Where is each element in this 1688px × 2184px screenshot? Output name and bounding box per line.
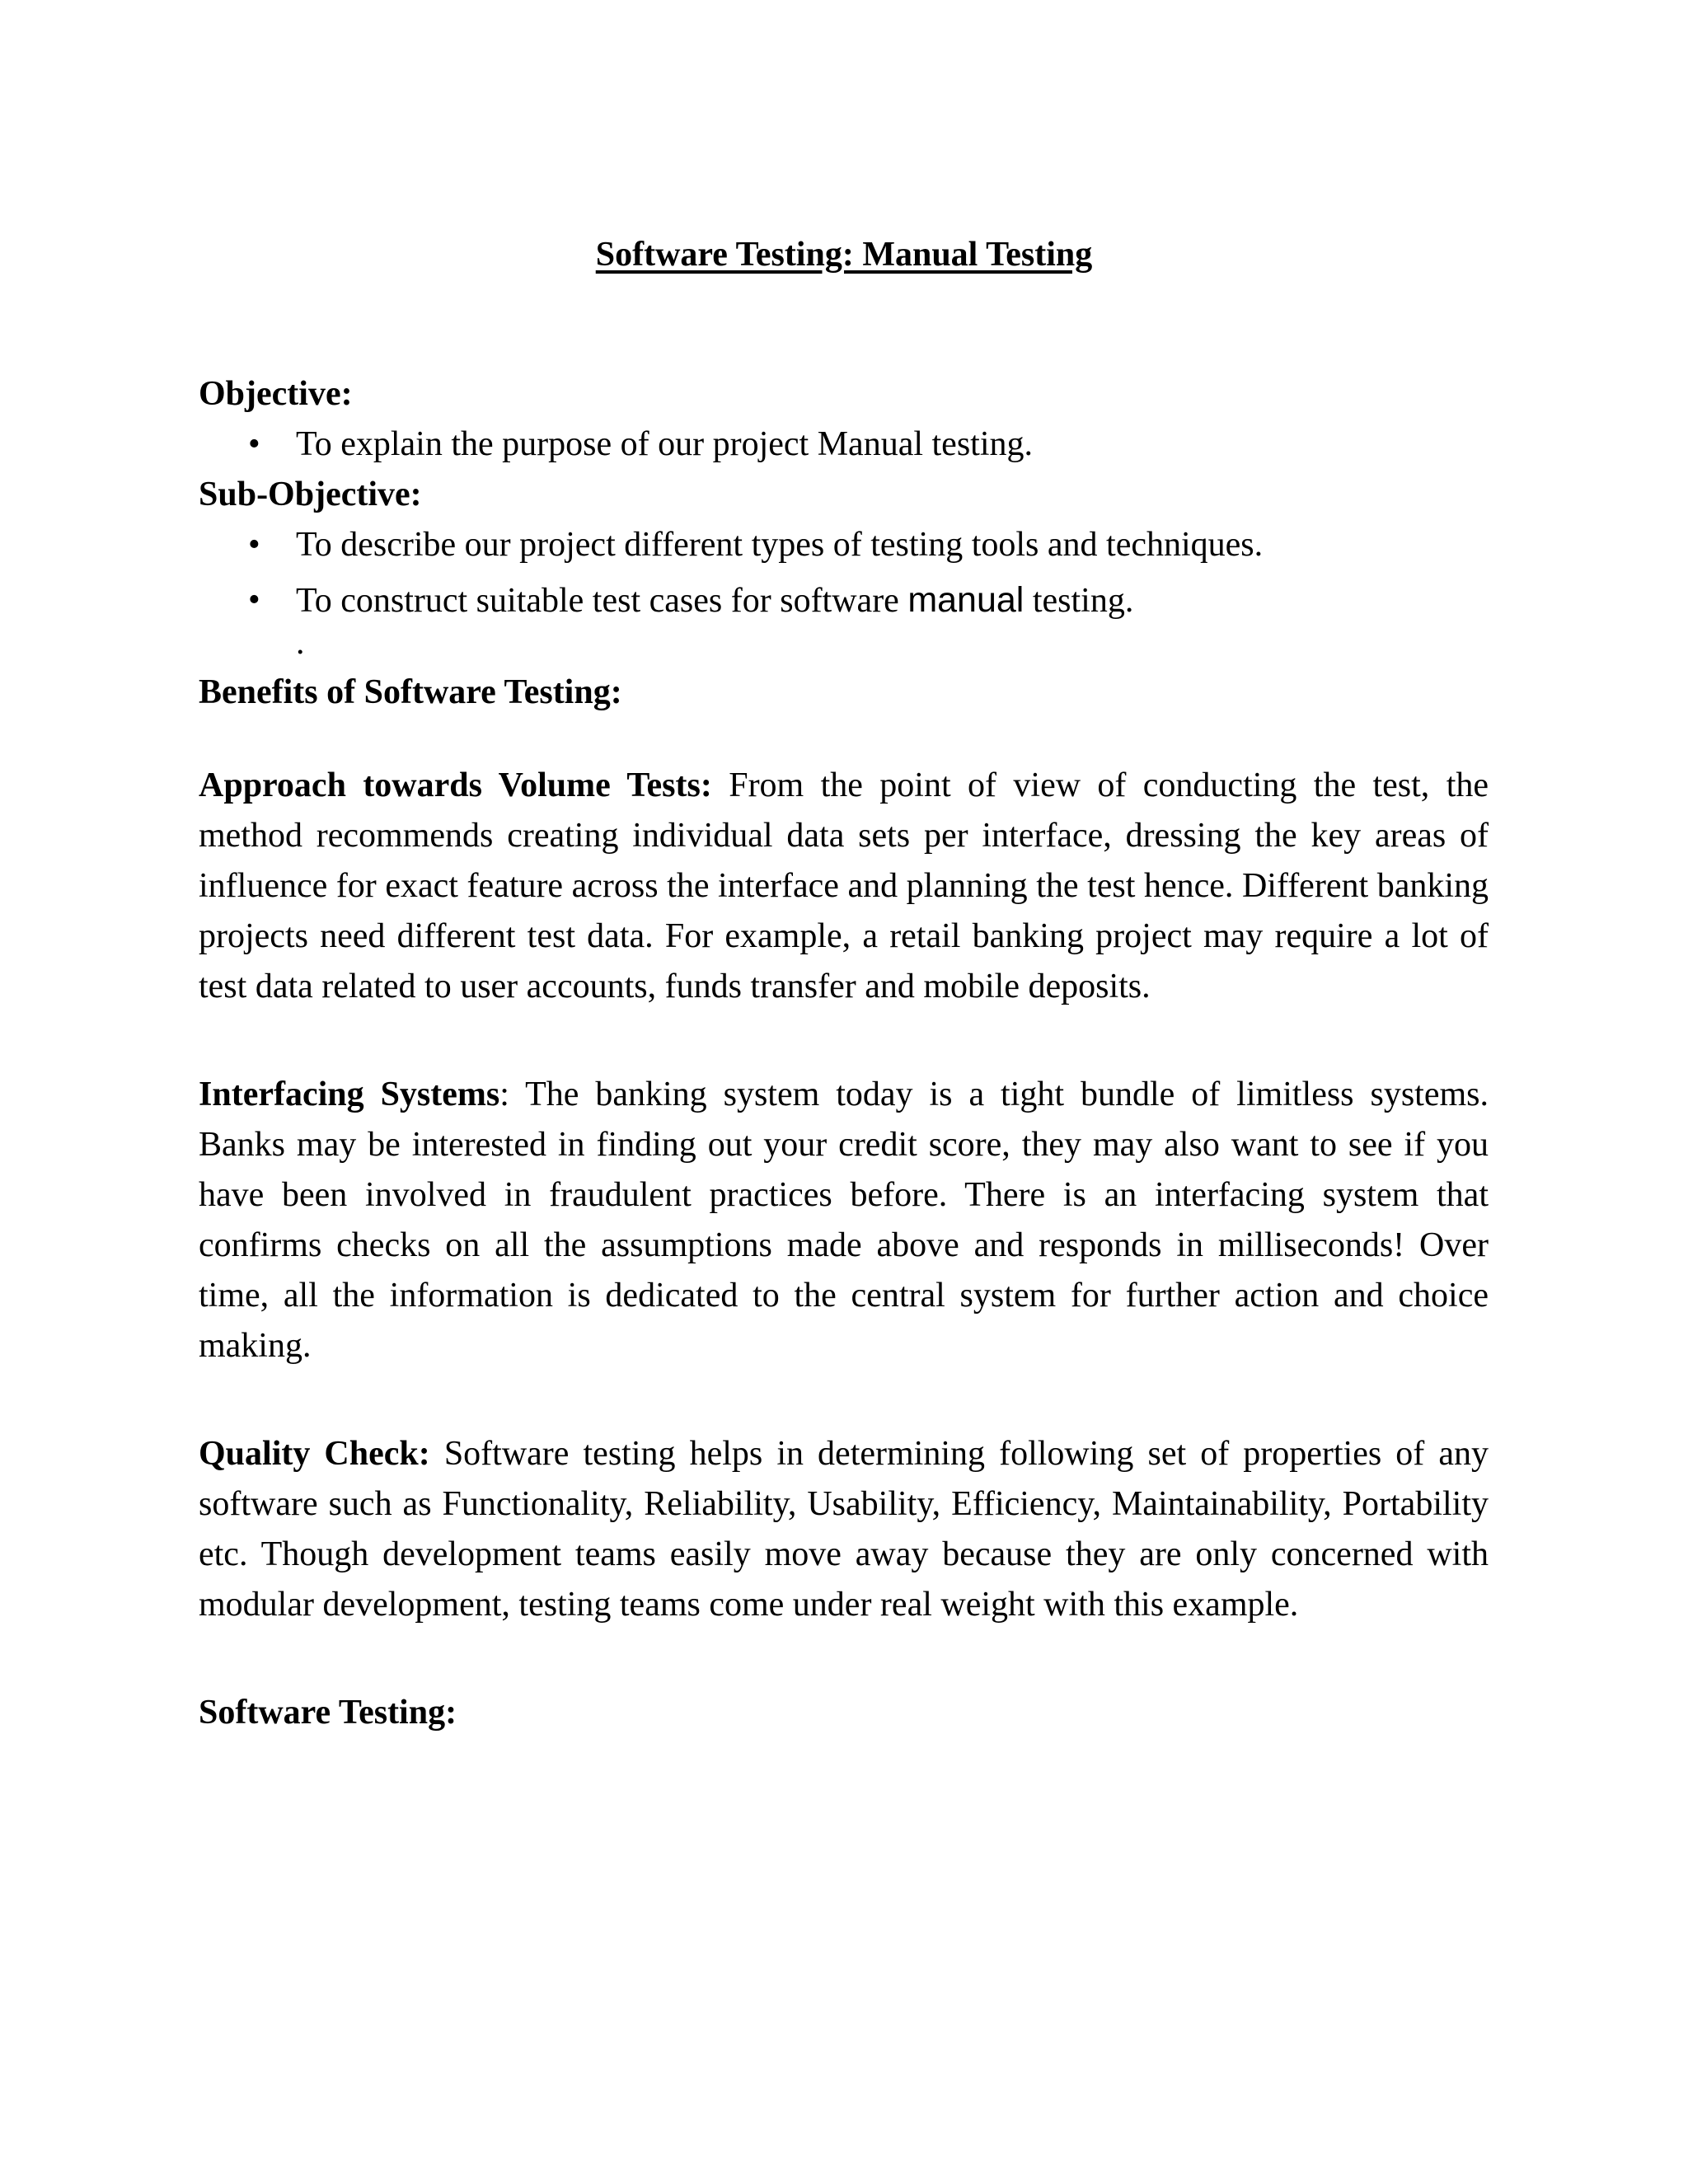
list-item xyxy=(199,575,1489,626)
document-body xyxy=(199,369,1489,1738)
section-lead: Interfacing Systems xyxy=(199,1076,500,1113)
section-volume-tests xyxy=(199,761,1489,1012)
section-body: From the point of view of conducting the test, the method recommends creating individual data sets per interface, dressing the key areas of influence for exact feature across the interface and planning the test hence. Different banking projects need different test data. For example, a retail banking project may require a lot of test data related to user accounts, funds transfer and mobile deposits. xyxy=(199,766,1489,1005)
spacer xyxy=(199,1012,1489,1070)
section-body: : The banking system today is a tight bundle of limitless systems. Banks may be interested in finding out your credit score, they may also want to see if you have been involved in fraudulent practices before. There is an interfacing system that confirms checks on all the assumptions made above and responds in milliseconds! Over time, all the information is dedicated to the central system for further action and choice making. xyxy=(199,1076,1489,1365)
section-lead: Approach towards Volume Tests: xyxy=(199,766,712,804)
sub-objective-item-text-before: To construct suitable test cases for software xyxy=(296,582,908,620)
list-item xyxy=(199,520,1489,570)
spacer xyxy=(199,1630,1489,1688)
sub-objective-list xyxy=(199,520,1489,626)
benefits-heading: Benefits of Software Testing: xyxy=(199,673,622,711)
list-item xyxy=(199,419,1489,470)
objective-heading: Objective: xyxy=(199,375,353,413)
objective-item-text: To explain the purpose of our project Manual testing. xyxy=(296,425,1033,463)
sub-objective-item-text-after: testing. xyxy=(1024,582,1134,620)
sub-objective-item-emphasis: manual xyxy=(907,580,1025,620)
spacer xyxy=(199,718,1489,761)
section-body: Software testing helps in determining following set of properties of any software such as Functionality, Reliability, Usability, Efficiency, Maintainability, Portability etc. Though development teams easily move away because they are only concerned with modular development, testing teams come under real weight with this example. xyxy=(199,1435,1489,1624)
section-lead: Quality Check: xyxy=(199,1435,430,1473)
spacer xyxy=(199,1371,1489,1429)
bullet-icon: • xyxy=(248,581,260,619)
section-interfacing-systems xyxy=(199,1070,1489,1371)
objective-list xyxy=(199,419,1489,470)
sub-objective-item-text: To describe our project different types of testing tools and techniques. xyxy=(296,526,1264,564)
section-quality-check xyxy=(199,1429,1489,1630)
software-testing-heading: Software Testing: xyxy=(199,1694,457,1732)
bullet-icon: • xyxy=(248,526,260,564)
sub-objective-heading: Sub-Objective: xyxy=(199,476,422,513)
stray-mark: . xyxy=(296,624,305,662)
document-title: Software Testing: Manual Testing xyxy=(595,236,1093,274)
bullet-icon: • xyxy=(248,425,260,463)
